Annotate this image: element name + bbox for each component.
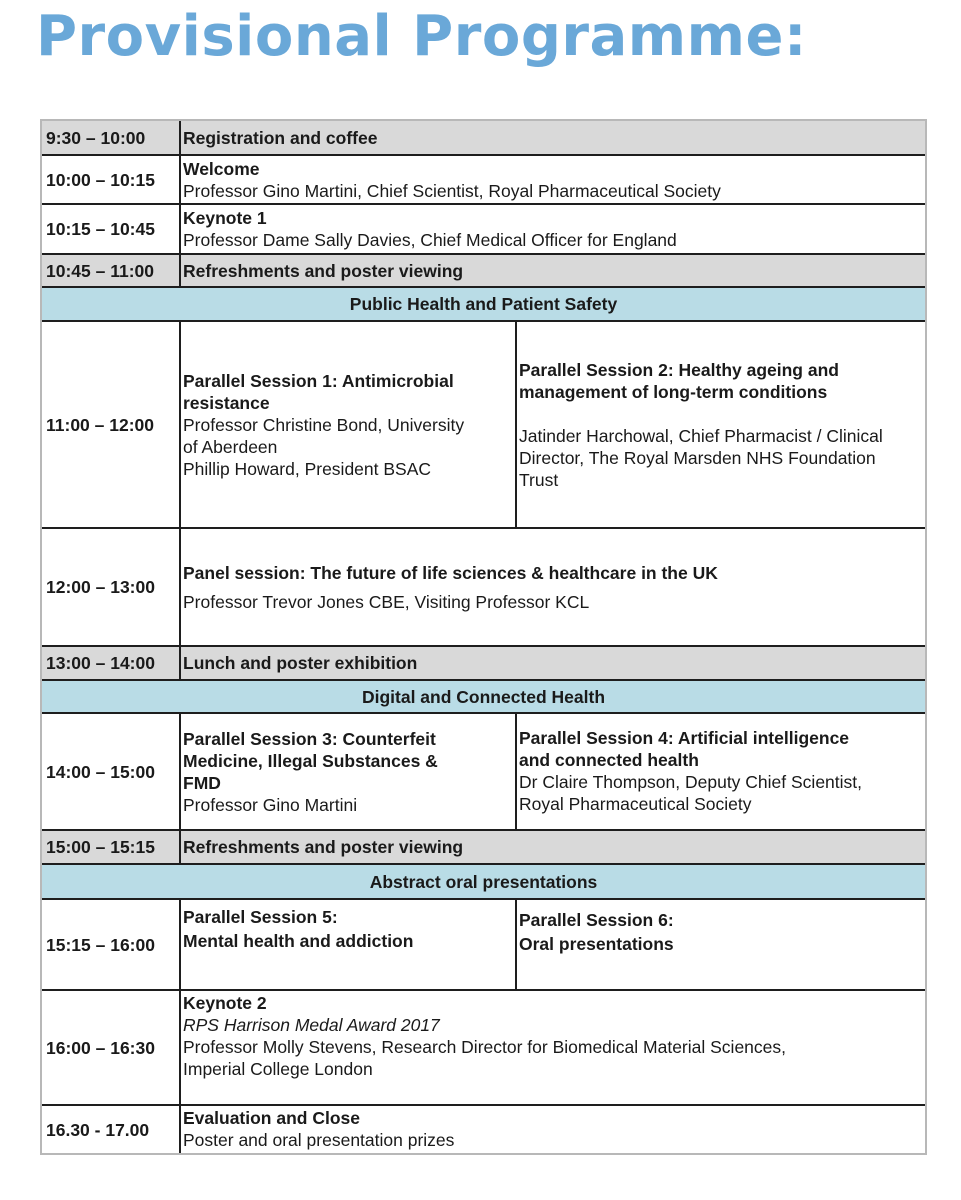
time-cell: 10:15 – 10:45	[42, 205, 181, 253]
session-title: Parallel Session 1: Antimicrobial	[183, 370, 454, 391]
session-title: Registration and coffee	[183, 127, 378, 148]
session-title: Parallel Session 3: Counterfeit	[183, 728, 436, 749]
session-title: management of long-term conditions	[519, 381, 828, 402]
speaker-line: Dr Claire Thompson, Deputy Chief Scientist,	[519, 772, 863, 792]
speaker-line: Professor Dame Sally Davies, Chief Medical Officer for England	[183, 230, 677, 250]
parallel-session-left	[181, 900, 517, 989]
session-title: Keynote 1	[183, 208, 267, 228]
time-cell: 14:00 – 15:00	[42, 714, 181, 829]
section-heading-row	[42, 681, 925, 714]
session-title: Panel session: The future of life sciences & healthcare in the UK	[183, 562, 718, 583]
session-title: and connected health	[519, 750, 699, 770]
table-row	[42, 121, 925, 156]
session-title: Evaluation and Close	[183, 1108, 360, 1128]
parallel-session-left	[181, 322, 517, 527]
time-cell: 12:00 – 13:00	[42, 529, 181, 645]
session-content	[181, 991, 925, 1104]
session-title: Parallel Session 6:	[519, 910, 674, 930]
session-title: Welcome	[183, 159, 260, 179]
time-cell: 10:00 – 10:15	[42, 156, 181, 203]
session-content	[181, 156, 925, 203]
speaker-line: Royal Pharmaceutical Society	[519, 794, 752, 814]
speaker-line: of Aberdeen	[183, 436, 278, 457]
session-content	[181, 529, 925, 645]
section-heading-row	[42, 288, 925, 322]
section-heading: Digital and Connected Health	[361, 686, 606, 707]
session-title: Parallel Session 5:	[183, 907, 338, 927]
time-cell: 9:30 – 10:00	[42, 121, 181, 154]
session-content	[181, 1106, 925, 1153]
table-row	[42, 156, 925, 205]
session-title: Oral presentations	[519, 934, 674, 954]
time-cell: 16:00 – 16:30	[42, 991, 181, 1104]
table-row	[42, 205, 925, 255]
speaker-line: Poster and oral presentation prizes	[183, 1130, 455, 1150]
speaker-line: Professor Gino Martini	[183, 794, 358, 815]
speaker-line: Jatinder Harchowal, Chief Pharmacist / Clinical	[519, 425, 883, 446]
session-title: resistance	[183, 392, 270, 413]
award-subtitle: RPS Harrison Medal Award 2017	[183, 1015, 440, 1035]
table-row	[42, 322, 925, 529]
session-title: Parallel Session 4: Artificial intelligence	[519, 728, 850, 748]
speaker-line: Professor Christine Bond, University	[183, 414, 465, 435]
session-title: Lunch and poster exhibition	[183, 653, 418, 673]
time-cell: 10:45 – 11:00	[42, 255, 181, 286]
parallel-session-right	[517, 714, 925, 829]
table-row	[42, 1106, 925, 1153]
time-cell: 13:00 – 14:00	[42, 647, 181, 679]
speaker-line: Trust	[519, 469, 559, 490]
speaker-line: Professor Molly Stevens, Research Director for Biomedical Material Sciences,	[183, 1037, 786, 1057]
session-title: Parallel Session 2: Healthy ageing and	[519, 359, 839, 380]
section-heading-row	[42, 865, 925, 900]
speaker-line: Director, The Royal Marsden NHS Foundation	[519, 447, 876, 468]
session-title: Mental health and addiction	[183, 931, 414, 951]
time-cell: 16.30 - 17.00	[42, 1106, 181, 1153]
table-row	[42, 831, 925, 865]
speaker-line: Phillip Howard, President BSAC	[183, 458, 432, 479]
section-heading: Abstract oral presentations	[369, 871, 598, 892]
time-cell: 11:00 – 12:00	[42, 322, 181, 527]
section-heading: Public Health and Patient Safety	[349, 294, 618, 314]
table-row	[42, 900, 925, 991]
parallel-session-right	[517, 900, 925, 989]
page-title: Provisional Programme:	[36, 4, 807, 69]
table-row	[42, 714, 925, 831]
speaker-line: Professor Trevor Jones CBE, Visiting Professor KCL	[183, 591, 590, 612]
parallel-session-left	[181, 714, 517, 829]
speaker-line: Imperial College London	[183, 1059, 373, 1079]
session-title: Keynote 2	[183, 993, 267, 1013]
time-cell: 15:15 – 16:00	[42, 900, 181, 989]
time-cell: 15:00 – 15:15	[42, 831, 181, 863]
table-row	[42, 255, 925, 288]
session-content	[181, 205, 925, 253]
table-row	[42, 991, 925, 1106]
session-title: FMD	[183, 772, 221, 793]
session-title: Refreshments and poster viewing	[183, 837, 464, 857]
session-title: Refreshments and poster viewing	[183, 260, 464, 281]
speaker-line: Professor Gino Martini, Chief Scientist, Royal Pharmaceutical Society	[183, 181, 721, 201]
programme-table	[40, 119, 927, 1155]
session-title: Medicine, Illegal Substances &	[183, 750, 438, 771]
table-row	[42, 529, 925, 647]
parallel-session-right	[517, 322, 925, 527]
table-row	[42, 647, 925, 681]
